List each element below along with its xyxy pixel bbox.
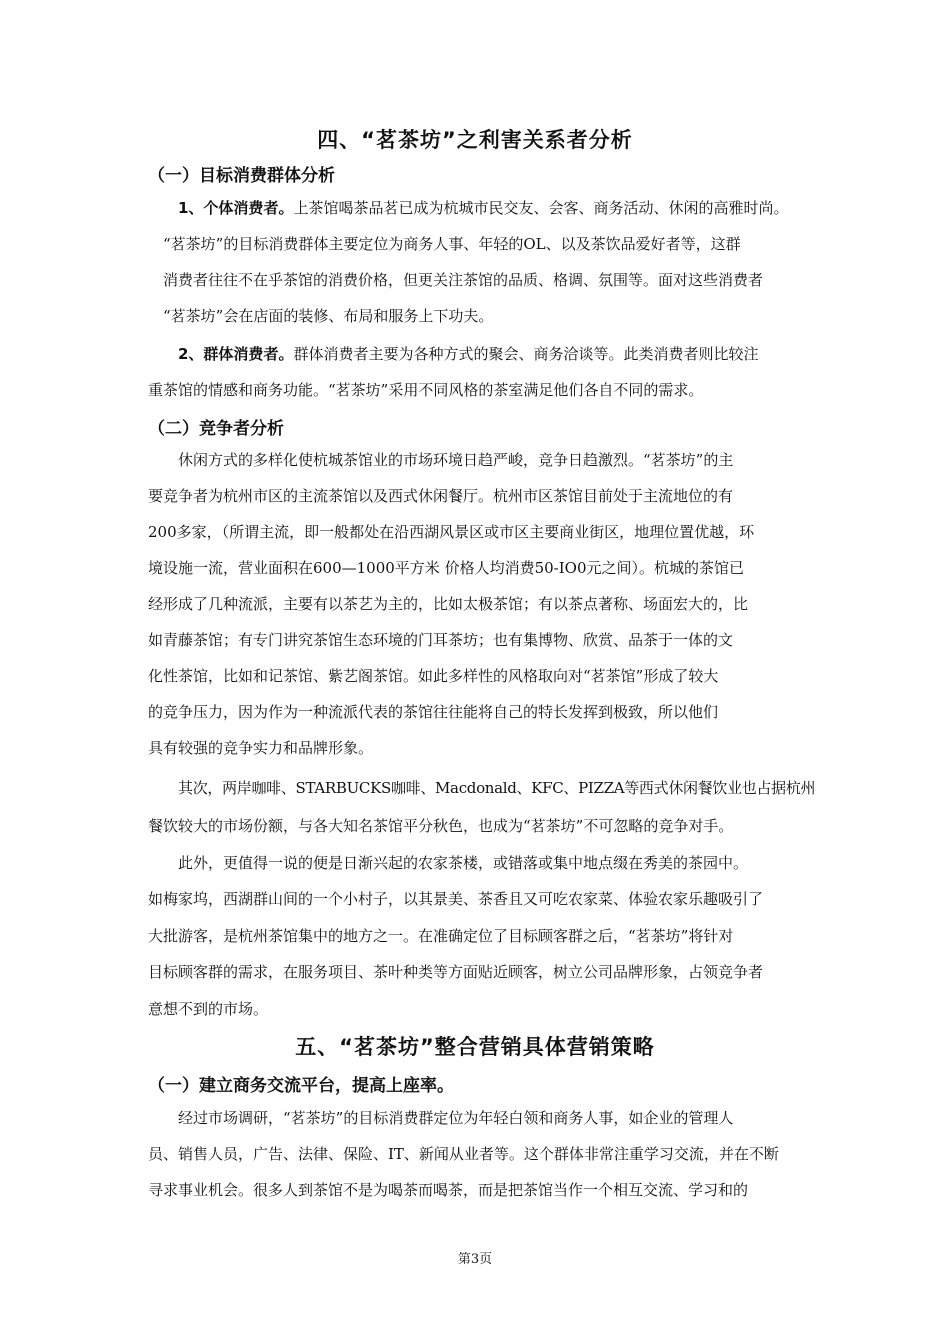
paragraph-line: 重茶馆的情感和商务功能。“茗茶坊”采用不同风格的茶室满足他们各自不同的需求。 bbox=[148, 381, 704, 399]
paragraph-line: 大批游客，是杭州茶馆集中的地方之一。在准确定位了目标顾客群之后，“茗茶坊”将针对 bbox=[148, 927, 734, 945]
section-4-2-heading: （二）竞争者分析 bbox=[148, 419, 284, 439]
page-number: 第3页 bbox=[457, 1252, 493, 1267]
paragraph-line: 寻求事业机会。很多人到茶馆不是为喝茶而喝茶，而是把茶馆当作一个相互交流、学习和的 bbox=[148, 1181, 749, 1199]
paragraph-line: 如青藤茶馆；有专门讲究茶馆生态环境的门耳茶坊；也有集博物、欣赏、品茶于一体的文 bbox=[148, 631, 734, 649]
paragraph-line: 消费者往往不在乎茶馆的消费价格，但更关注茶馆的品质、格调、氛围等。面对这些消费者 bbox=[163, 271, 764, 289]
paragraph-line: 其次，两岸咖啡、STARBUCKS咖啡、Macdonald、KFC、PIZZA等西式休闲餐饮业也占据杭州 bbox=[178, 779, 816, 797]
paragraph-line: 此外，更值得一说的便是日渐兴起的农家茶楼，或错落或集中地点缀在秀美的茶园中。 bbox=[178, 854, 749, 872]
paragraph-line: 具有较强的竞争实力和品牌形象。 bbox=[148, 739, 374, 757]
paragraph-line: 1、个体消费者。上茶馆喝茶品茗已成为杭城市民交友、会客、商务活动、休闲的高雅时尚。 bbox=[178, 199, 789, 217]
section-5-1-heading: （一）建立商务交流平台，提高上座率。 bbox=[148, 1076, 454, 1096]
paragraph-line: 境设施一流，营业面积在600—1000平方米 价格人均消费50-IO0元之间）。杭城的茶馆已 bbox=[148, 559, 744, 577]
section-5-title: 五、“茗茶坊”整合营销具体营销策略 bbox=[295, 1035, 655, 1059]
paragraph-line: 化性茶馆，比如和记茶馆、紫艺阁茶馆。如此多样性的风格取向对“茗茶馆”形成了较大 bbox=[148, 667, 719, 685]
paragraph-line: 经过市场调研，“茗茶坊”的目标消费群定位为年轻白领和商务人事，如企业的管理人 bbox=[178, 1109, 734, 1127]
paragraph-line: 如梅家坞，西湖群山间的一个小村子，以其景美、茶香且又可吃农家菜、体验农家乐趣吸引了 bbox=[148, 890, 764, 908]
individual-consumer-label: 1、个体消费者。 bbox=[178, 199, 294, 217]
paragraph-line: “茗茶坊”的目标消费群体主要定位为商务人事、年轻的OL、以及茶饮品爱好者等，这群 bbox=[163, 235, 741, 253]
paragraph-line: 经形成了几种流派，主要有以茶艺为主的，比如太极茶馆；有以茶点著称、场面宏大的，比 bbox=[148, 595, 749, 613]
paragraph-line: 休闲方式的多样化使杭城茶馆业的市场环境日趋严峻，竞争日趋激烈。“茗茶坊”的主 bbox=[178, 451, 734, 469]
paragraph-line: 要竞争者为杭州市区的主流茶馆以及西式休闲餐厅。杭州市区茶馆目前处于主流地位的有 bbox=[148, 487, 734, 505]
group-consumer-label: 2、群体消费者。 bbox=[178, 345, 294, 363]
section-4-1-heading: （一）目标消费群体分析 bbox=[148, 166, 335, 186]
paragraph-line: 员、销售人员，广告、法律、保险、IT、新闻从业者等。这个群体非常注重学习交流，并在不断 bbox=[148, 1145, 779, 1163]
section-4-title: 四、“茗茶坊”之利害关系者分析 bbox=[317, 128, 633, 152]
paragraph-line: 的竞争压力，因为作为一种流派代表的茶馆往往能将自己的特长发挥到极致，所以他们 bbox=[148, 703, 719, 721]
paragraph-line: “茗茶坊”会在店面的装修、布局和服务上下功夫。 bbox=[163, 307, 494, 325]
paragraph-line: 餐饮较大的市场份额，与各大知名茶馆平分秋色，也成为“茗茶坊”不可忽略的竞争对手。 bbox=[148, 817, 734, 835]
paragraph-line: 意想不到的市场。 bbox=[148, 1000, 269, 1018]
paragraph-line: 200多家，（所谓主流，即一般都处在沿西湖风景区或市区主要商业街区，地理位置优越，环 bbox=[148, 523, 755, 541]
paragraph-line: 2、群体消费者。群体消费者主要为各种方式的聚会、商务洽谈等。此类消费者则比较注 bbox=[178, 345, 759, 363]
paragraph-line: 目标顾客群的需求，在服务项目、茶叶种类等方面贴近顾客，树立公司品牌形象，占领竞争者 bbox=[148, 963, 764, 981]
